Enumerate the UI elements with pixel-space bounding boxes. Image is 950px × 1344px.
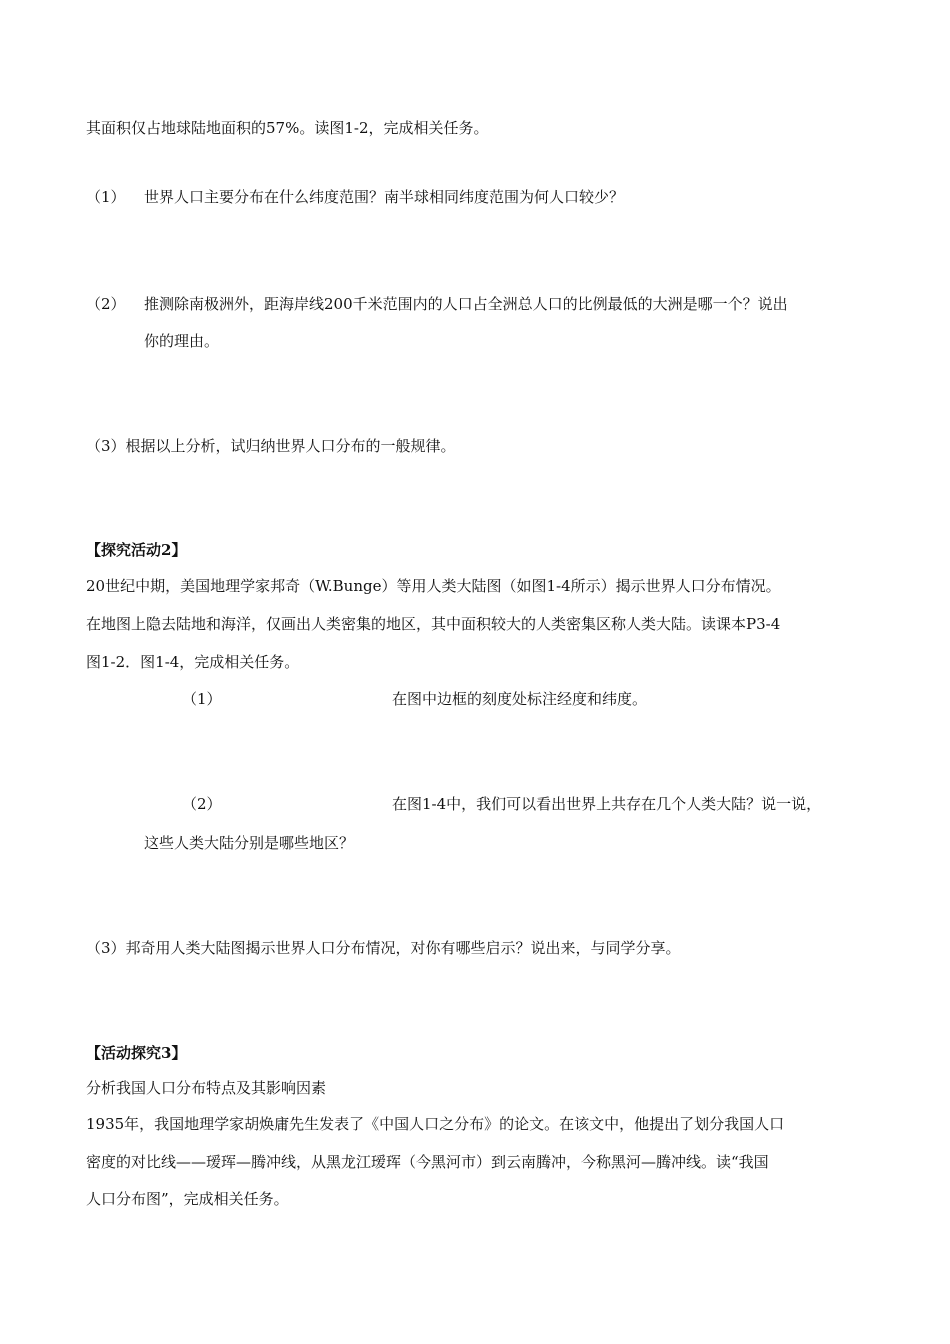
question-number: （1） bbox=[86, 188, 126, 206]
question-1-2 bbox=[86, 294, 788, 314]
question-1-3: （3）根据以上分析，试归纳世界人口分布的一般规律。 bbox=[86, 437, 456, 455]
question-2-3: （3）邦奇用人类大陆图揭示世界人口分布情况，对你有哪些启示？说出来，与同学分享。 bbox=[86, 939, 681, 957]
intro-text: 其面积仅占地球陆地面积的57%。读图1-2，完成相关任务。 bbox=[86, 119, 489, 137]
activity-2-heading: 【探究活动2】 bbox=[86, 541, 187, 559]
question-2-1 bbox=[182, 689, 648, 709]
question-text: 在图1-4中，我们可以看出世界上共存在几个人类大陆？说一说， bbox=[392, 795, 822, 813]
question-number: （1） bbox=[182, 690, 222, 708]
activity-3-heading: 【活动探究3】 bbox=[86, 1044, 187, 1062]
activity-3-paragraph-line: 1935年，我国地理学家胡焕庸先生发表了《中国人口之分布》的论文。在该文中，他提出了划分我国人口 bbox=[86, 1115, 785, 1133]
question-text: 在图中边框的刻度处标注经度和纬度。 bbox=[392, 690, 648, 708]
activity-2-paragraph-line: 图1-2．图1-4，完成相关任务。 bbox=[86, 653, 300, 671]
activity-3-subtitle: 分析我国人口分布特点及其影响因素 bbox=[86, 1079, 327, 1097]
question-number: （2） bbox=[86, 295, 126, 313]
question-1-1 bbox=[86, 187, 625, 207]
activity-2-paragraph-line: 20世纪中期，美国地理学家邦奇（W.Bunge）等用人类大陆图（如图1-4所示）揭示世界人口分布情况。 bbox=[86, 577, 781, 595]
question-text: 世界人口主要分布在什么纬度范围？南半球相同纬度范围为何人口较少？ bbox=[144, 188, 625, 206]
question-2-2 bbox=[182, 794, 822, 814]
question-2-2-continued: 这些人类大陆分别是哪些地区？ bbox=[144, 834, 355, 852]
activity-3-paragraph-line: 人口分布图”，完成相关任务。 bbox=[86, 1190, 289, 1208]
activity-3-paragraph-line: 密度的对比线——瑷珲—腾冲线，从黑龙江瑷珲（今黑河市）到云南腾冲，今称黑河—腾冲线。读“我国 bbox=[86, 1153, 769, 1171]
question-number: （2） bbox=[182, 795, 222, 813]
activity-2-paragraph-line: 在地图上隐去陆地和海洋，仅画出人类密集的地区，其中面积较大的人类密集区称人类大陆。读课本P3-4 bbox=[86, 615, 781, 633]
question-text: 推测除南极洲外，距海岸线200千米范围内的人口占全洲总人口的比例最低的大洲是哪一个？说出 bbox=[144, 295, 788, 313]
question-1-2-continued: 你的理由。 bbox=[144, 332, 220, 350]
